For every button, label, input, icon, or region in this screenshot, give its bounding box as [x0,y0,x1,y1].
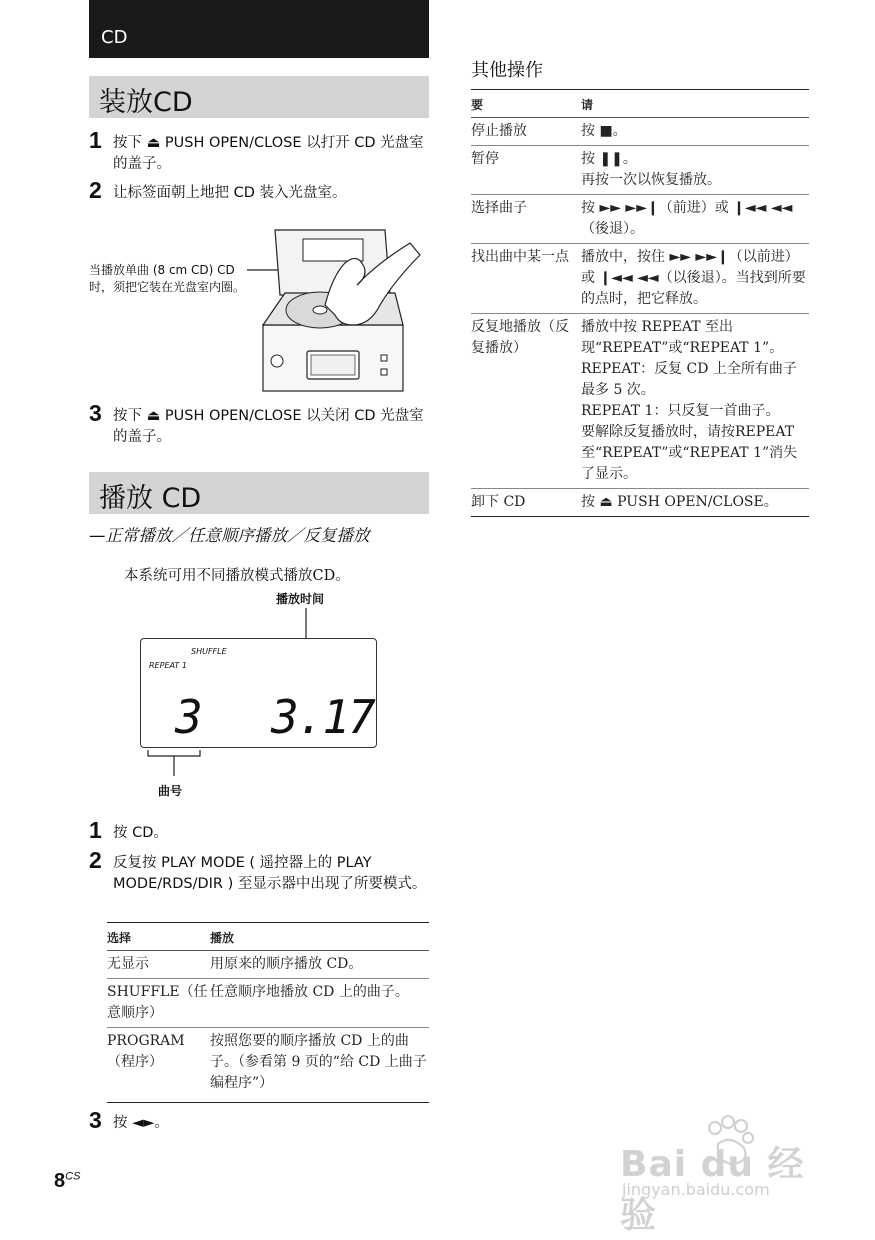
op-cell: 找出曲中某一点 [471,244,581,314]
load-step-1 [89,127,431,175]
op-desc-cell [581,489,809,517]
track-number-digits: 3 [175,690,203,744]
table-row [107,979,429,1028]
op-desc-line: 按 ►► ►►❙（前进）或 ❙◄◄ ◄◄（後退）。 [581,200,793,237]
op-cell: 暂停 [471,146,581,195]
table-row [471,195,809,244]
step-text: 让标签面朝上地把 CD 装入光盘室。 [113,185,347,201]
page-number-suffix: CS [65,1170,81,1183]
table-header: 要 [471,90,581,118]
load-step-2 [89,177,431,205]
section-title-text: 装放CD [99,87,193,118]
op-cell: 反复地播放（反复播放） [471,314,581,489]
table-header: 选择 [107,923,210,951]
section-title-play [89,472,429,514]
other-ops-title: 其他操作 [471,60,543,81]
op-desc-line: 播放中按 REPEAT 至出现“REPEAT”或“REPEAT 1”。 [581,319,784,356]
watermark-url: jingyan.baidu.com [622,1180,770,1199]
op-cell: 卸下 CD [471,489,581,517]
label-play-time: 播放时间 [276,592,325,606]
step-text: 按 CD。 [113,825,168,841]
figure-note: 当播放单曲 (8 cm CD) CD 时，须把它装在光盘室内圈。 [89,263,246,294]
step-text: 按 ◄►。 [113,1115,169,1131]
step-text: 按下 ⏏ PUSH OPEN/CLOSE 以打开 CD 光盘室的盖子。 [113,135,424,172]
table-header: 播放 [210,923,429,951]
op-desc-line: 要解除反复播放时，请按REPEAT至“REPEAT”或“REPEAT 1”消失了显示。 [581,424,798,482]
step-number: 2 [89,847,102,873]
op-desc-cell [581,314,809,489]
mode-cell: SHUFFLE（任意顺序） [107,979,210,1028]
op-desc-line: 按 ❚❚。 [581,151,637,167]
mode-desc-cell: 用原来的顺序播放 CD。 [210,956,363,972]
play-time-digits: 3.17 [271,690,374,744]
section-subtitle: —正常播放／任意顺序播放／反复播放 [89,526,370,545]
table-row [471,244,809,314]
mode-cell: PROGRAM（程序） [107,1028,210,1103]
table-row [107,1028,429,1103]
step-number: 1 [89,127,102,153]
mode-desc-cell: 按照您要的顺序播放 CD 上的曲子。（参看第 9 页的“给 CD 上曲子编程序”） [210,1028,429,1103]
play-step-1 [89,817,431,845]
watermark-brand: Bai du 经验 [620,1144,805,1236]
play-step-2 [89,847,431,917]
intro-paragraph: 本系统可用不同播放模式播放CD。 [124,568,350,584]
label-track-number: 曲号 [158,784,183,798]
page-number-value: 8 [54,1170,66,1192]
load-step-3 [89,400,431,448]
op-desc-line: REPEAT 1：只反复一首曲子。 [581,403,780,419]
chapter-header [89,0,429,58]
op-desc-cell [581,118,809,146]
table-header: 请 [581,90,809,118]
step-number: 1 [89,817,102,843]
op-cell: 选择曲子 [471,195,581,244]
table-row [471,314,809,489]
step-text: 按下 ⏏ PUSH OPEN/CLOSE 以关闭 CD 光盘室的盖子。 [113,408,424,445]
step-number: 3 [89,400,102,426]
section-title-text: 播放 CD [99,483,202,514]
cd-player-illustration [245,225,425,395]
section-title-load [89,76,429,118]
op-desc-line: REPEAT：反复 CD 上全所有曲子最多 5 次。 [581,361,797,398]
step-number: 3 [89,1107,102,1133]
op-desc-cell [581,146,809,195]
table-row [471,489,809,517]
lcd-display [140,638,377,748]
chapter-label: CD [101,27,128,48]
mode-desc-cell: 任意顺序地播放 CD 上的曲子。 [210,979,429,1028]
play-step-3 [89,1107,431,1135]
table-row [471,118,809,146]
step-text: 反复按 PLAY MODE ( 遥控器上的 PLAY MODE/RDS/DIR ) 至显示器中出现了所要模式。 [113,855,427,892]
mode-cell: 无显示 [107,956,149,972]
repeat-indicator: REPEAT 1 [149,661,187,670]
op-cell: 停止播放 [471,123,527,139]
table-row [471,146,809,195]
op-desc-cell [581,195,809,244]
op-desc-line: 按 ■。 [581,123,627,139]
page-number [54,1170,80,1193]
other-ops-table [471,89,809,517]
step-number: 2 [89,177,102,203]
op-desc-line: 按 ⏏ PUSH OPEN/CLOSE。 [581,494,778,510]
op-desc-line: 再按一次以恢复播放。 [581,172,721,188]
op-desc-cell [581,244,809,314]
op-desc-line: 播放中，按住 ►► ►►❙（以前进）或 ❙◄◄ ◄◄（以後退）。当找到所要的点时，把它释放。 [581,249,806,307]
table-row [107,951,429,979]
play-mode-table [107,922,429,1103]
shuffle-indicator: SHUFFLE [191,647,227,656]
baidu-watermark [620,1110,825,1236]
